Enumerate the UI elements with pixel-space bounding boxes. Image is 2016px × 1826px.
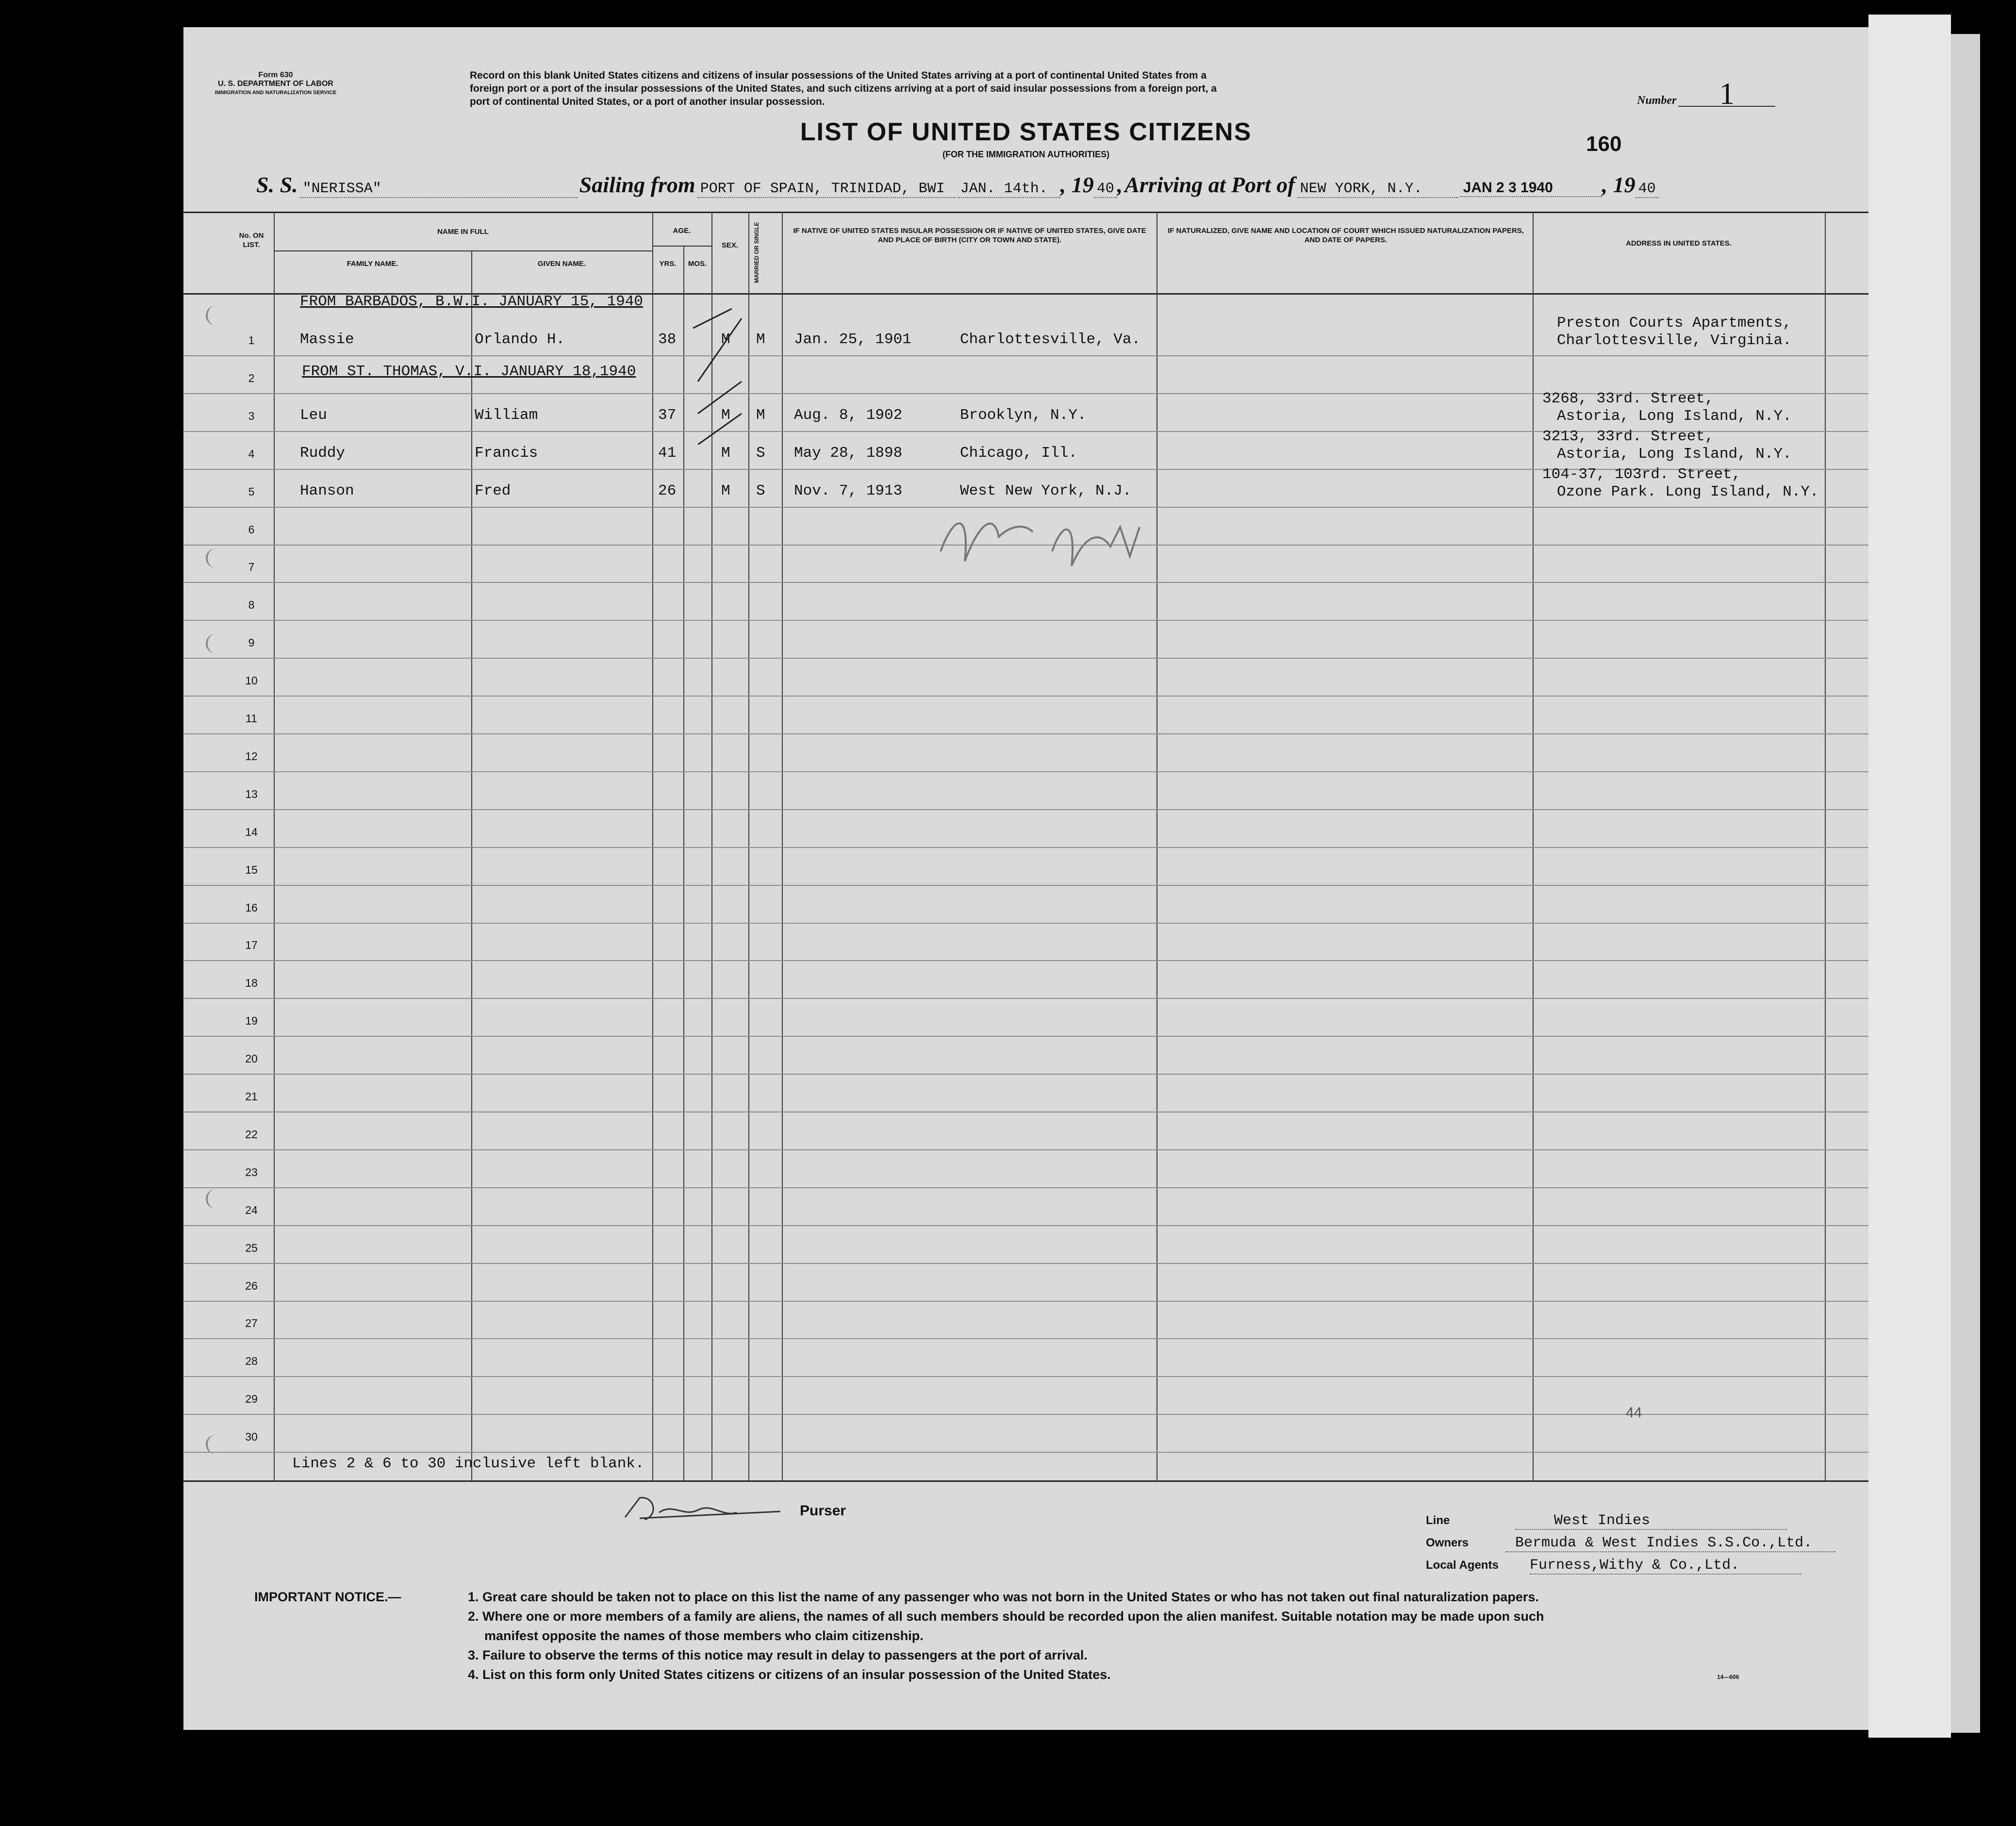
row-number: 25 [245, 1241, 258, 1254]
row-number: 13 [245, 787, 258, 800]
arrival-year: 40 [1636, 181, 1659, 198]
passenger-address-line-2: Astoria, Long Island, N.Y. [1557, 407, 1792, 425]
row-rule [183, 998, 1868, 999]
arriving-port: NEW YORK, N.Y. [1297, 181, 1458, 198]
name-subheader-rule [274, 250, 652, 251]
col-divider-ms [782, 212, 783, 1480]
passenger-birth-date: Jan. 25, 1901 [794, 331, 911, 348]
passenger-birth-date: Aug. 8, 1902 [794, 406, 903, 424]
sailing-from: PORT OF SPAIN, TRINIDAD, BWI [697, 181, 956, 198]
table-bottom-rule [183, 1480, 1868, 1482]
ss-label: S. S. [256, 172, 298, 197]
purser-label: Purser [800, 1503, 846, 1519]
year-prefix: 19 [1071, 172, 1094, 197]
passenger-sex: M [721, 444, 730, 462]
local-agents-label: Local Agents [1426, 1559, 1499, 1572]
manifest-sheet [183, 27, 1868, 1730]
passenger-birth-place: Brooklyn, N.Y. [960, 406, 1087, 424]
row-rule [183, 1149, 1868, 1150]
col-divider-no [274, 212, 275, 1480]
margin-mark: 44 [1626, 1405, 1642, 1421]
col-header-yrs: YRS. [659, 260, 677, 268]
binding-hole [206, 1435, 221, 1454]
col-divider-family [471, 250, 472, 1480]
row-rule [183, 847, 1868, 848]
row-number: 3 [248, 409, 255, 422]
voyage-line: S. S. "NERISSA" Sailing from PORT OF SPAIN, TRINIDAD, BWI JAN. 14th. , 19 40 , Arriving at Port of NEW YORK, N.Y. JAN 2 3 1940 , 19 40 [256, 172, 1858, 198]
passenger-age-years: 38 [658, 331, 677, 348]
form-agency-block [213, 71, 339, 97]
row-rule [183, 1338, 1868, 1339]
ship-name: "NERISSA" [300, 181, 578, 198]
row-rule [183, 1036, 1868, 1037]
row-rule [183, 1263, 1868, 1264]
col-header-mos: MOS. [688, 260, 707, 268]
service: IMMIGRATION AND NATURALIZATION SERVICE [215, 90, 337, 96]
page-title: LIST OF UNITED STATES CITIZENS [800, 118, 1252, 146]
purser-signature [620, 1493, 795, 1527]
arrival-date-stamp: JAN 2 3 1940 [1460, 180, 1602, 197]
local-agents-value: Furness,Withy & Co.,Ltd. [1530, 1557, 1801, 1575]
owners-value: Bermuda & West Indies S.S.Co.,Ltd. [1505, 1535, 1835, 1552]
row-number: 23 [245, 1165, 258, 1179]
passenger-sex: M [721, 482, 730, 499]
col-header-naturalized: IF NATURALIZED, GIVE NAME AND LOCATION OF COURT WHICH ISSUED NATURALIZATION PAPERS, AND DATE OF PAPERS. [1168, 227, 1524, 244]
row-number: 21 [245, 1090, 258, 1103]
binding-hole [206, 548, 221, 568]
row-number: 29 [245, 1393, 258, 1406]
passenger-birth-date: Nov. 7, 1913 [794, 482, 903, 499]
passenger-given-name: Francis [475, 444, 538, 462]
row-number: 12 [245, 749, 258, 763]
row-number: 27 [245, 1317, 258, 1330]
form-number: Form 630 [258, 71, 293, 79]
passenger-given-name: William [475, 406, 538, 424]
binding-hole [206, 634, 221, 653]
row-number: 16 [245, 901, 258, 914]
age-subheader-rule [652, 246, 711, 247]
passenger-family-name: Ruddy [300, 444, 346, 462]
row-rule [183, 960, 1868, 961]
record-note-line-2: foreign port or a port of the insular possessions of the United States, and such citizens arriving at a port of said insular possessions from a foreign port, a [470, 83, 1217, 94]
notice-heading: IMPORTANT NOTICE.— [254, 1590, 401, 1604]
number-field [1637, 76, 1792, 111]
notice-item-2: 2. Where one or more members of a family are aliens, the names of all such members should be recorded upon the alien manifest. Suitable notation may be made upon such [468, 1609, 1544, 1624]
page-stack-edge [1951, 34, 1980, 1733]
blank-lines-note: Lines 2 & 6 to 30 inclusive left blank. [292, 1455, 644, 1472]
owners-label: Owners [1426, 1536, 1469, 1549]
row-number: 11 [246, 712, 257, 725]
row-rule [183, 733, 1868, 734]
col-header-family: FAMILY NAME. [347, 260, 398, 268]
passenger-address-line-1: 104-37, 103rd. Street, [1542, 465, 1741, 483]
col-header-birth: IF NATIVE OF UNITED STATES INSULAR POSSESSION OR IF NATIVE OF UNITED STATES, GIVE DATE AND PLACE OF BIRTH (CITY OR TOWN AND STATE). [793, 227, 1146, 244]
binding-hole [206, 1189, 221, 1209]
row-number: 8 [248, 598, 255, 612]
passenger-given-name: Orlando H. [475, 331, 565, 348]
row-number: 7 [248, 561, 255, 574]
age-tick-marks [688, 299, 756, 445]
passenger-family-name: Leu [300, 406, 327, 424]
arrival-year-prefix: 19 [1613, 172, 1636, 197]
row-rule [183, 620, 1868, 621]
table-top-rule [183, 212, 1868, 213]
row-number: 2 [248, 371, 255, 384]
sailing-date: JAN. 14th. [958, 181, 1060, 198]
passenger-birth-date: May 28, 1898 [794, 444, 903, 462]
sailing-label: Sailing from [579, 172, 695, 197]
col-header-given: GIVEN NAME. [537, 260, 586, 268]
row-rule [183, 1301, 1868, 1302]
passenger-address-line-1: Preston Courts Apartments, [1557, 315, 1792, 332]
passenger-age-years: 41 [658, 444, 677, 462]
ship-info-block [1426, 1512, 1843, 1579]
passenger-family-name: Massie [300, 331, 354, 348]
number-label: Number [1637, 94, 1677, 107]
notice-item-3: 3. Failure to observe the terms of this notice may result in delay to passengers at the port of arrival. [468, 1648, 1088, 1662]
row-number: 9 [248, 636, 255, 649]
passenger-age-years: 26 [658, 482, 677, 499]
row-rule [183, 1225, 1868, 1226]
row-number: 22 [245, 1128, 258, 1141]
passenger-age-years: 37 [658, 406, 677, 424]
passenger-marital-status: M [756, 406, 765, 424]
print-code: 14—606 [1717, 1674, 1739, 1680]
col-header-address: ADDRESS IN UNITED STATES. [1626, 239, 1732, 248]
row-number: 18 [245, 977, 258, 990]
row-number: 19 [245, 1014, 258, 1028]
row-rule [183, 1187, 1868, 1188]
row-rule [183, 771, 1868, 772]
col-header-married-single: MARRIED OR SINGLE [753, 222, 760, 283]
col-divider-given [652, 212, 653, 1480]
passenger-family-name: Hanson [300, 482, 354, 499]
row-number: 20 [245, 1052, 258, 1065]
row-rule [183, 696, 1868, 697]
row-number: 5 [248, 485, 255, 498]
passenger-given-name: Fred [475, 482, 511, 499]
col-header-sex: SEX. [721, 241, 739, 249]
line-value: West Indies [1515, 1512, 1787, 1530]
passenger-address-line-1: 3213, 33rd. Street, [1542, 428, 1714, 445]
notice-items [468, 1587, 1856, 1684]
row-number: 4 [248, 447, 255, 460]
notice-item-1: 1. Great care should be taken not to place on this list the name of any passenger who was not born in the United States or who has not taken out final naturalization papers. [468, 1590, 1539, 1604]
row-number: 17 [245, 939, 258, 952]
row-number: 30 [245, 1430, 258, 1444]
row-rule [183, 1452, 1868, 1453]
passenger-address-line-1: 3268, 33rd. Street, [1542, 390, 1714, 407]
row-rule [183, 658, 1868, 659]
row-number: 15 [245, 863, 258, 876]
col-header-no: No. ON LIST. [239, 232, 264, 249]
passenger-marital-status: M [756, 331, 765, 348]
row-rule [183, 1376, 1868, 1377]
passenger-birth-place: West New York, N.J. [960, 482, 1132, 499]
col-header-age: AGE. [673, 227, 691, 235]
passenger-sex: M [721, 331, 730, 348]
stamp-number: 160 [1586, 132, 1622, 156]
record-note [470, 69, 1751, 108]
col-divider-address [1825, 212, 1826, 1480]
section-header-barbados: FROM BARBADOS, B.W.I. JANUARY 15, 1940 [300, 293, 643, 310]
binding-hole [206, 306, 221, 325]
row-number: 10 [245, 674, 258, 687]
passenger-address-line-2: Astoria, Long Island, N.Y. [1557, 445, 1792, 463]
row-number: 1 [248, 334, 255, 347]
row-rule [183, 355, 1868, 356]
passenger-address-line-2: Charlottesville, Virginia. [1557, 332, 1792, 349]
line-label: Line [1426, 1514, 1450, 1527]
record-note-line-3: port of continental United States, or a port of another insular possession. [470, 96, 825, 107]
page-subtitle: (FOR THE IMMIGRATION AUTHORITIES) [942, 149, 1109, 159]
inspector-signature [926, 493, 1198, 590]
row-rule [183, 809, 1868, 810]
passenger-marital-status: S [756, 482, 765, 499]
row-rule [183, 1414, 1868, 1415]
arriving-label: Arriving at Port of [1124, 172, 1295, 197]
col-header-name: NAME IN FULL [437, 228, 489, 236]
row-number: 26 [245, 1279, 258, 1292]
row-number: 28 [245, 1355, 258, 1368]
passenger-sex: M [721, 406, 730, 424]
passenger-birth-place: Charlottesville, Va. [960, 331, 1141, 348]
col-divider-naturalized [1533, 212, 1534, 1480]
notice-item-4: 4. List on this form only United States citizens or citizens of an insular possession of the United States. [468, 1667, 1111, 1682]
section-header-st-thomas: FROM ST. THOMAS, V.I. JANUARY 18,1940 [302, 363, 636, 380]
passenger-marital-status: S [756, 444, 765, 462]
passenger-address-line-2: Ozone Park. Long Island, N.Y. [1557, 483, 1819, 500]
department: U. S. DEPARTMENT OF LABOR [218, 80, 333, 88]
next-page-edge [1868, 15, 1951, 1738]
row-rule [183, 923, 1868, 924]
number-value: 1 [1678, 82, 1775, 107]
row-number: 14 [245, 825, 258, 838]
row-rule [183, 1074, 1868, 1075]
row-number: 6 [248, 523, 255, 536]
important-notice [254, 1587, 1856, 1684]
row-number: 24 [245, 1203, 258, 1216]
notice-item-2-cont: manifest opposite the names of those members who claim citizenship. [484, 1628, 924, 1643]
sailing-year: 40 [1094, 181, 1117, 198]
row-rule [183, 885, 1868, 886]
record-note-line-1: Record on this blank United States citizens and citizens of insular possessions of the United States arriving at a port of continental United States from a [470, 70, 1207, 81]
passenger-birth-place: Chicago, Ill. [960, 444, 1077, 462]
